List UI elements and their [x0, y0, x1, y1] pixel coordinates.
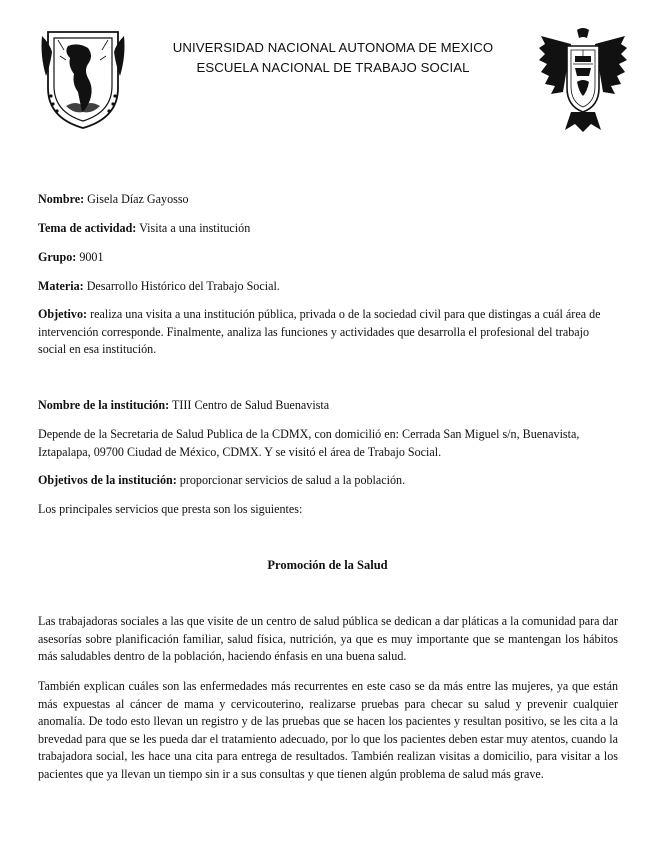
field-objetivo-label: Objetivo: [38, 307, 88, 321]
services-intro: Los principales servicios que presta son los siguientes: [38, 502, 303, 516]
document-header [150, 38, 516, 78]
institution-objetivos-label: Objetivos de la institución: [38, 473, 177, 487]
section-paragraph-1: Las trabajadoras sociales a las que visite de un centro de salud pública se dedican a dar pláticas a la comunidad para dar asesorías sobre planificación familiar, salud física, nutrición, ya que es muy importante que se mantengan los hábitos más saludables dentro de la población, haciendo énfasis en una buena salud. [38, 614, 618, 664]
university-name: UNIVERSIDAD NACIONAL AUTONOMA DE MEXICO [172, 40, 494, 55]
field-objetivo-value: realiza una visita a una institución pública, privada o de la sociedad civil para que distingas a cuál área de intervención corresponde. Finalmente, analiza las funciones y actividades que desarrolla el profesional del trabajo social en esa institución. [38, 307, 601, 357]
institution-name-label: Nombre de la institución: [38, 398, 170, 412]
institution-objetivos [38, 472, 405, 490]
field-tema [38, 220, 250, 238]
field-materia-label: Materia: [38, 279, 84, 293]
school-name: ESCUELA NACIONAL DE TRABAJO SOCIAL [196, 60, 470, 75]
institution-name-value: TIII Centro de Salud Buenavista [169, 398, 330, 412]
field-tema-label: Tema de actividad: [38, 221, 137, 235]
unam-shield-logo [38, 26, 128, 132]
field-nombre [38, 191, 189, 209]
field-materia-value: Desarrollo Histórico del Trabajo Social. [83, 279, 280, 293]
field-materia [38, 278, 280, 296]
institution-name [38, 397, 329, 415]
ents-eagle-logo [537, 26, 629, 134]
field-nombre-label: Nombre: [38, 192, 85, 206]
institution-objetivos-value: proporcionar servicios de salud a la población. [176, 473, 406, 487]
section-title: Promoción de la Salud [267, 558, 388, 572]
field-grupo-value: 9001 [76, 250, 104, 264]
field-objetivo [38, 306, 618, 359]
field-grupo [38, 249, 104, 267]
section-paragraph-2: También explican cuáles son las enfermedades más recurrentes en este caso se da más entre las mujeres, ya que están más expuestas al cáncer de mama y cervicouterino, realizarse pruebas para checar su salud y prevenir cualquier anomalía. De todo esto llevan un registro y de las pruebas que se hacen los pacientes y resultan positivo, se les cita a la brevedad para que se les pueda dar el tratamiento adecuado, por lo que los pacientes deben estar muy atentos, cuando la trabajadora social, les hace una cita para entrega de resultados. También realizan visitas a domicilio, para visitar a los pacientes que ya llevan un tiempo sin ir a sus consultas y que tienen algún problema de salud más grave. [38, 679, 618, 781]
field-tema-value: Visita a una institución [136, 221, 251, 235]
institution-depende: Depende de la Secretaria de Salud Publica de la CDMX, con domicilió en: Cerrada San Miguel s/n, Buenavista, Iztapalapa, 09700 Ciudad de México, CDMX. Y se visitó el área de Trabajo Social. [38, 427, 580, 459]
field-nombre-value: Gisela Díaz Gayosso [84, 192, 189, 206]
field-grupo-label: Grupo: [38, 250, 77, 264]
